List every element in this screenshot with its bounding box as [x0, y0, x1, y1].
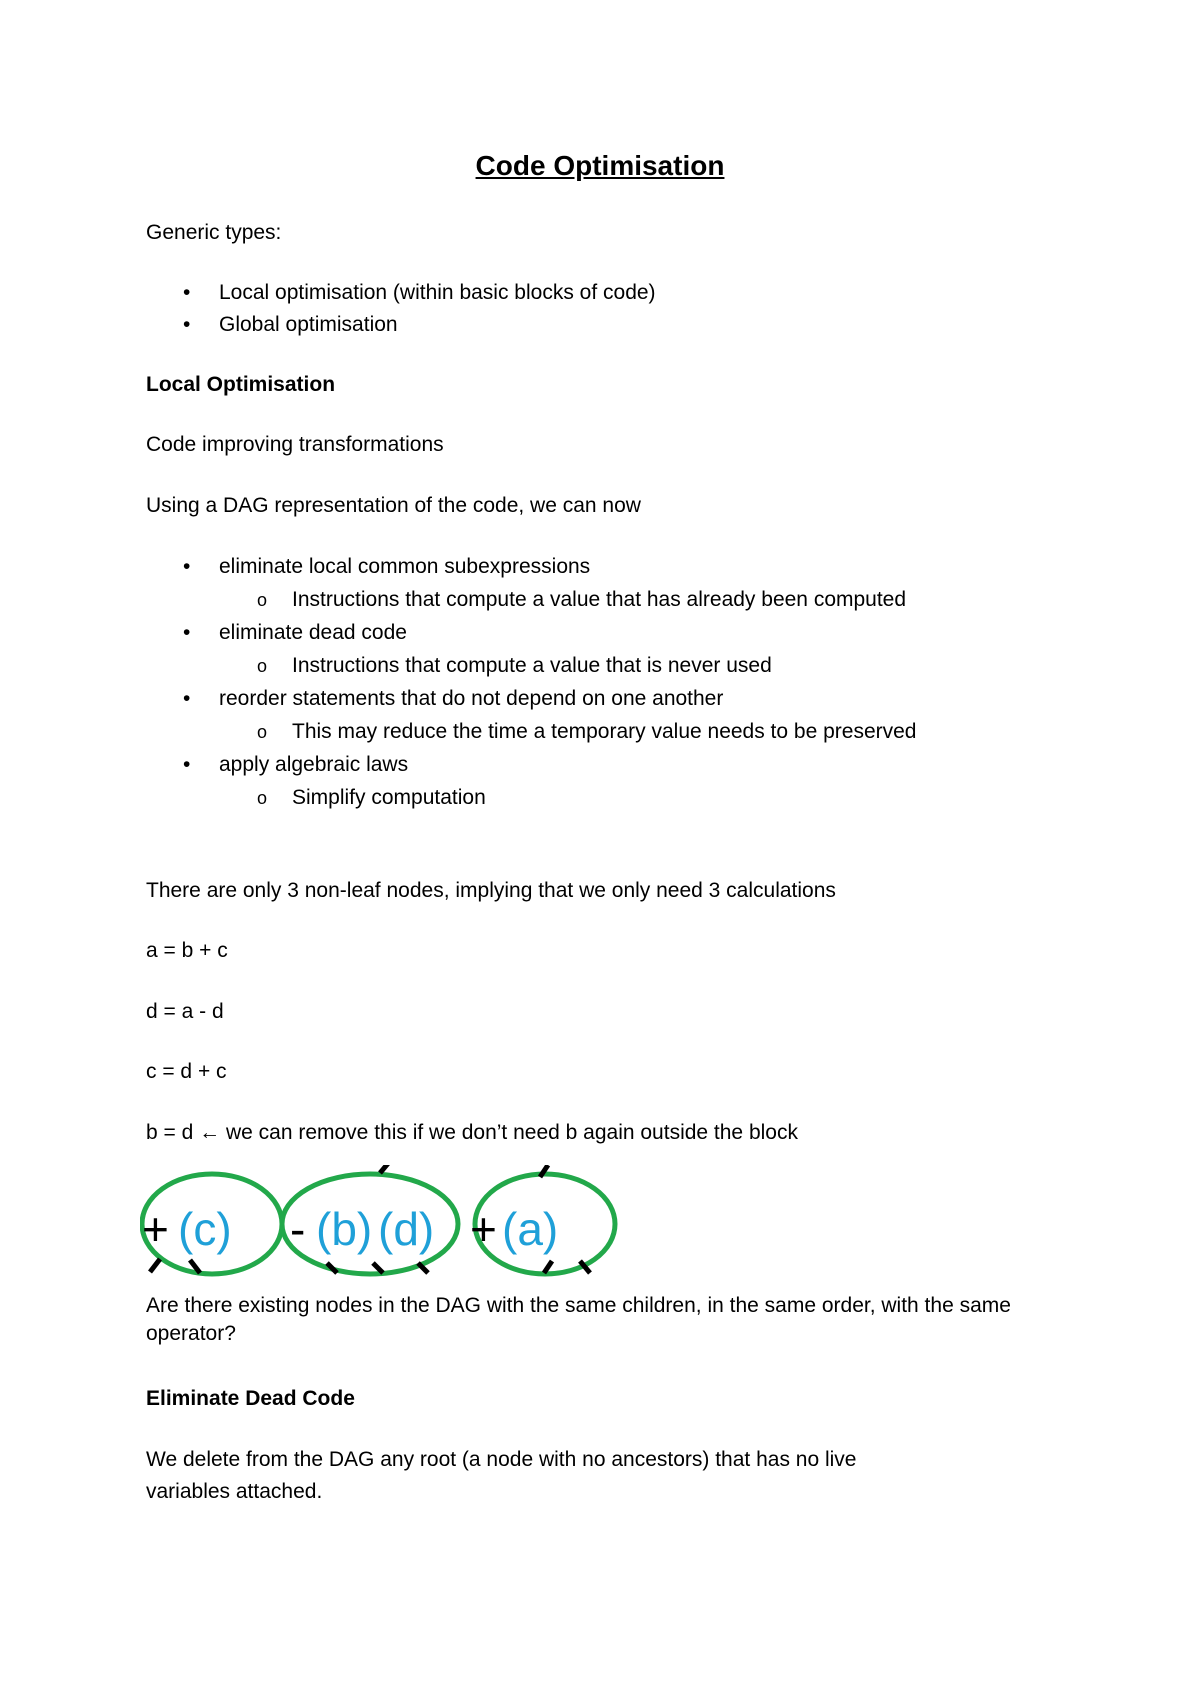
dag-leaf-label: (a) [502, 1203, 559, 1255]
paragraph: variables attached. [146, 1480, 323, 1503]
equation: a = b + c [146, 939, 228, 962]
list-item: eliminate local common subexpressions [219, 555, 591, 578]
list-item: eliminate dead code [219, 621, 407, 644]
list-item: apply algebraic laws [219, 753, 409, 776]
sub-bullet-icon: o [257, 722, 268, 742]
dag-edge [380, 1165, 390, 1173]
dag-operator-label: + [470, 1203, 497, 1255]
dag-operator-label: - [290, 1203, 306, 1255]
dag-leaf-label: (c) [178, 1203, 232, 1255]
dag-operator-label: + [142, 1203, 169, 1255]
sub-bullet-icon: o [257, 788, 268, 808]
dag-edge [327, 1263, 337, 1273]
bullet-icon: • [183, 621, 191, 644]
paragraph: We delete from the DAG any root (a node with no ancestors) that has no live [146, 1448, 857, 1471]
dag-leaf-label: (b) [316, 1203, 373, 1255]
paragraph: There are only 3 non-leaf nodes, implying that we only need 3 calculations [146, 879, 836, 902]
paragraph: Code improving transformations [146, 433, 444, 456]
page-title: Code Optimisation [475, 150, 725, 181]
list-item: reorder statements that do not depend on one another [219, 687, 724, 710]
dag-leaf-label: (d) [378, 1203, 435, 1255]
sub-list-item: This may reduce the time a temporary value needs to be preserved [292, 720, 917, 743]
paragraph: Are there existing nodes in the DAG with the same children, in the same order, with the same operator? [146, 1294, 1011, 1345]
paragraph: Using a DAG representation of the code, we can now [146, 494, 641, 517]
bullet-icon: • [183, 687, 191, 710]
list-item: Global optimisation [219, 313, 398, 336]
section-heading-dead-code: Eliminate Dead Code [146, 1387, 355, 1410]
sub-bullet-icon: o [257, 590, 268, 610]
equation: c = d + c [146, 1060, 227, 1083]
list-item: Local optimisation (within basic blocks of code) [219, 281, 656, 304]
sub-list-item: Instructions that compute a value that is never used [292, 654, 772, 677]
bullet-icon: • [183, 313, 191, 336]
generic-types-heading: Generic types: [146, 221, 282, 244]
dag-figure [140, 1165, 630, 1285]
bullet-icon: • [183, 555, 191, 578]
equation: d = a - d [146, 1000, 224, 1023]
sub-bullet-icon: o [257, 656, 268, 676]
sub-list-item: Simplify computation [292, 786, 486, 809]
bullet-icon: • [183, 281, 191, 304]
bullet-icon: • [183, 753, 191, 776]
dag-edge [544, 1261, 552, 1273]
equation: b = d ← we can remove this if we don’t need b again outside the block [146, 1121, 798, 1144]
sub-list-item: Instructions that compute a value that has already been computed [292, 588, 907, 611]
dag-edge [150, 1259, 160, 1272]
section-heading-local: Local Optimisation [146, 373, 336, 396]
